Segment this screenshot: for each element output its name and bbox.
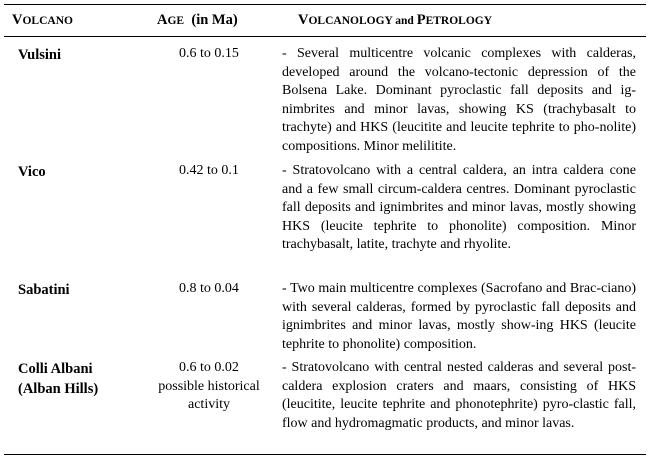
volcano-age: 0.8 to 0.04 [179, 281, 239, 296]
table-bottom-rule [4, 454, 646, 455]
volcano-description: - Stratovolcano with a central caldera, an intra caldera cone and a few small circum-caldera centres. Dominant pyroclastic fall deposits and ignimbrites and minor lavas, mostly showing HKS (leucite tephrite to phonolite) composition. Minor trachybasalt, latite, trachyte and rhyolite. [282, 163, 636, 252]
header-age: AGE (in Ma) [157, 12, 238, 28]
volcano-age-line: possible historical [158, 378, 260, 394]
volcano-name-line: (Alban Hills) [18, 381, 99, 397]
volcano-name: Vico [18, 164, 46, 180]
volcano-age-line: 0.6 to 0.02 [179, 360, 239, 375]
volcano-description: - Several multicentre volcanic complexes with calderas, developed around the volcano-tectonic depression of the Bolsena Lake. Dominant pyroclastic fall deposits and ig-nimbrites and minor lavas, showing KS (trachybasalt to trachyte) and HKS (leucitite and leucite tephrite to pho-nolite) compositions. Minor melilitite. [282, 46, 636, 154]
volcano-age: 0.42 to 0.1 [179, 163, 239, 178]
volcano-age: 0.6 to 0.15 [179, 46, 239, 61]
volcano-name-line: Colli Albani [18, 361, 93, 377]
header-volcano: VOLCANO [12, 12, 73, 28]
volcano-age-line: activity [188, 397, 230, 412]
volcano-age [140, 359, 278, 415]
volcano-name [18, 359, 138, 399]
volcano-name: Sabatini [18, 282, 70, 298]
header-volcanology-petrology: VOLCANOLOGY and PETROLOGY [298, 12, 493, 28]
volcano-description: - Stratovolcano with central nested calderas and several post-caldera explosion craters and maars, consisting of HKS (leucitite, leucite tephrite and phonotephrite) pyro-clastic fall, flow and hydromagmatic products, and minor lavas. [282, 360, 636, 431]
volcano-description: - Two main multicentre complexes (Sacrofano and Brac-ciano) with several calderas, formed by pyroclastic fall deposits and ignimbrites and minor lavas, mostly show-ing HKS (leucite tephrite to phonolite) composition. [282, 281, 636, 352]
volcano-name: Vulsini [18, 47, 61, 63]
table-header-rule [4, 36, 646, 37]
table-top-rule [4, 4, 646, 5]
